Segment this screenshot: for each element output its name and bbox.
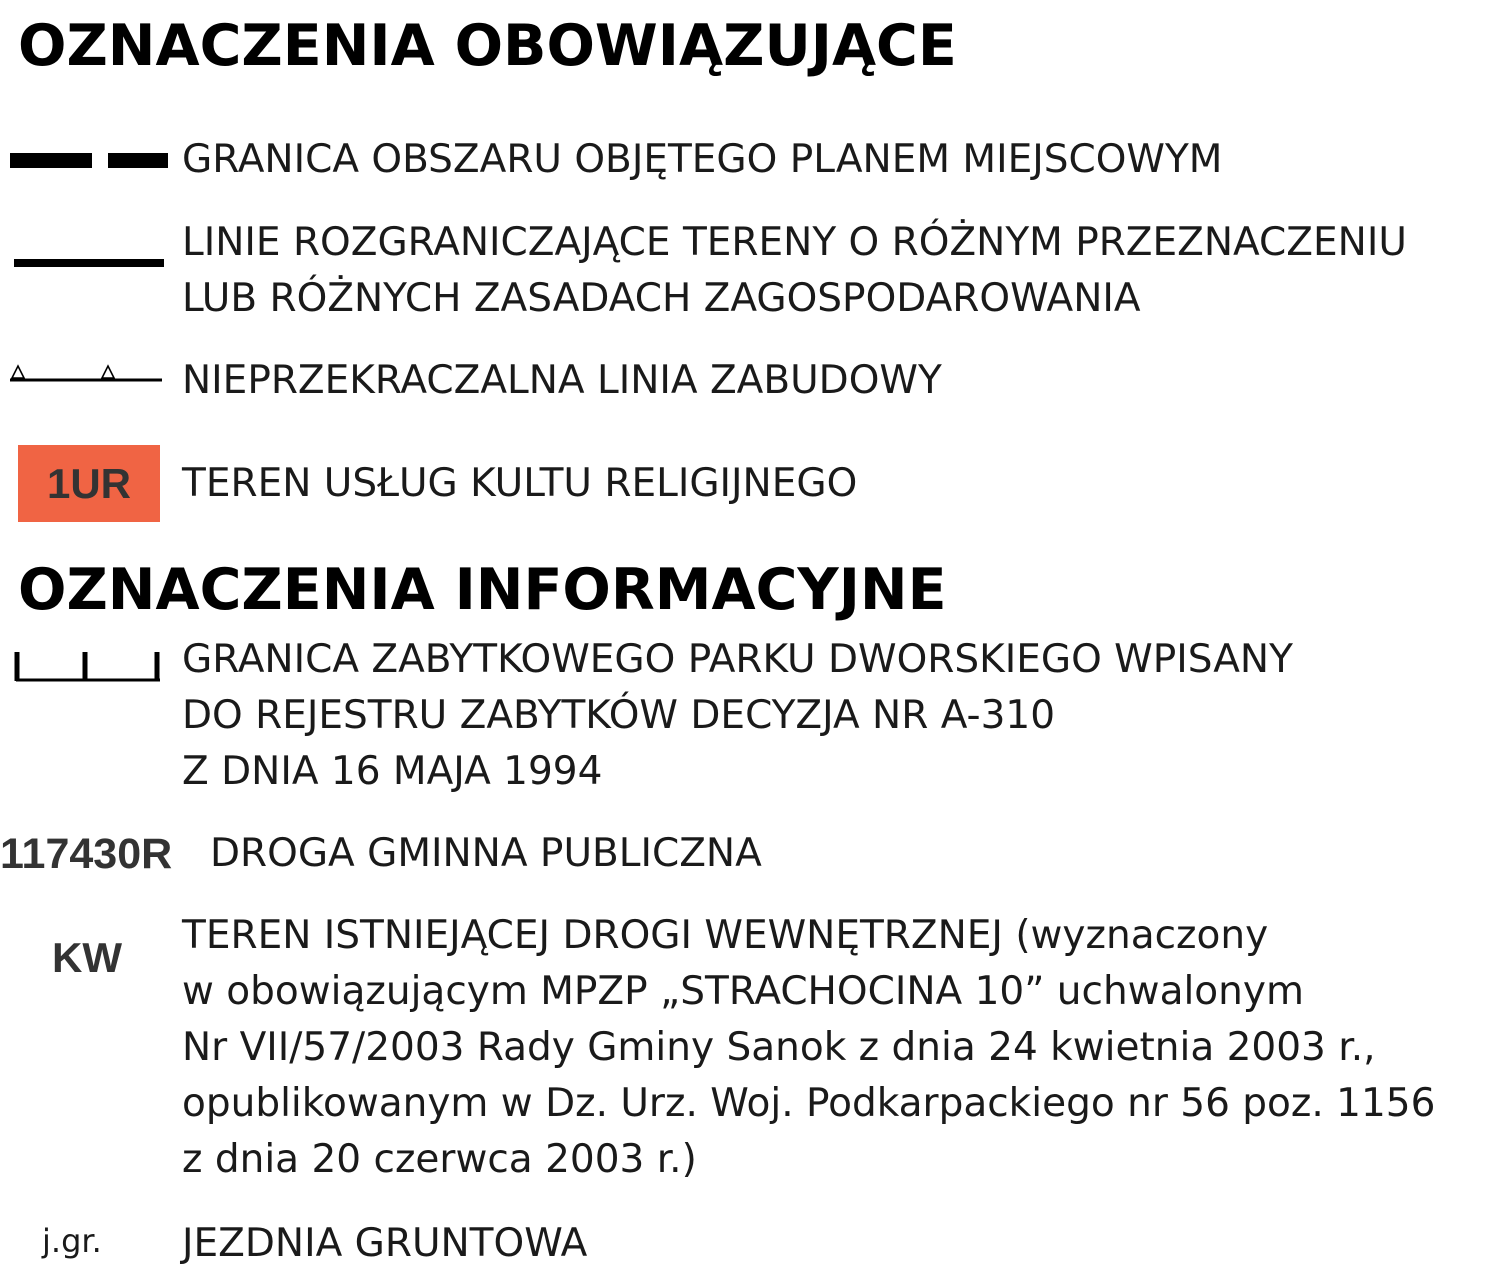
- legend-text: Nr VII/57/2003 Rady Gminy Sanok z dnia 24 kwietnia 2003 r.,: [182, 1025, 1376, 1070]
- park-boundary-symbol: [14, 648, 164, 684]
- legend-text: DROGA GMINNA PUBLICZNA: [210, 831, 762, 876]
- building-line-symbol: [8, 360, 164, 388]
- legend-text: LINIE ROZGRANICZAJĄCE TERENY O RÓŻNYM PRZEZNACZENIU: [182, 220, 1407, 265]
- legend-text: opublikowanym w Dz. Urz. Woj. Podkarpackiego nr 56 poz. 1156: [182, 1081, 1436, 1126]
- legend-item-religious-services: [182, 456, 857, 512]
- road-code-label: 117430R: [0, 830, 173, 878]
- legend-item-dirt-road: [182, 1216, 587, 1272]
- legend-text: w obowiązującym MPZP „STRACHOCINA 10” uchwalonym: [182, 969, 1304, 1014]
- demarcation-line-symbol: [14, 256, 166, 270]
- legend-item-internal-road: [182, 908, 1435, 1188]
- dirt-road-code-label: j.gr.: [42, 1222, 102, 1260]
- legend-text: Z DNIA 16 MAJA 1994: [182, 749, 603, 794]
- legend-text: GRANICA OBSZARU OBJĘTEGO PLANEM MIEJSCOWYM: [182, 137, 1223, 182]
- legend-item-public-road: [210, 826, 762, 882]
- plan-boundary-symbol: [10, 150, 170, 172]
- legend-item-demarcation-lines: [182, 215, 1407, 327]
- legend-text: z dnia 20 czerwca 2003 r.): [182, 1137, 697, 1182]
- legend-item-park-boundary: [182, 632, 1293, 800]
- zone-code-1ur: 1UR: [18, 445, 160, 522]
- legend-text: DO REJESTRU ZABYTKÓW DECYZJA NR A-310: [182, 693, 1056, 738]
- section-title-informational: OZNACZENIA INFORMACYJNE: [18, 557, 947, 623]
- legend-item-plan-boundary: [182, 132, 1222, 188]
- legend-text: TEREN USŁUG KULTU RELIGIJNEGO: [182, 461, 858, 506]
- legend-text: NIEPRZEKRACZALNA LINIA ZABUDOWY: [182, 358, 942, 403]
- legend-item-building-line: [182, 353, 942, 409]
- legend-text: GRANICA ZABYTKOWEGO PARKU DWORSKIEGO WPISANY: [182, 637, 1293, 682]
- section-title-binding: OZNACZENIA OBOWIĄZUJĄCE: [18, 13, 957, 79]
- internal-road-code-label: KW: [52, 934, 122, 981]
- legend-text: TEREN ISTNIEJĄCEJ DROGI WEWNĘTRZNEJ (wyznaczony: [182, 913, 1269, 958]
- legend-text: LUB RÓŻNYCH ZASADACH ZAGOSPODAROWANIA: [182, 276, 1141, 321]
- legend-text: JEZDNIA GRUNTOWA: [182, 1221, 588, 1266]
